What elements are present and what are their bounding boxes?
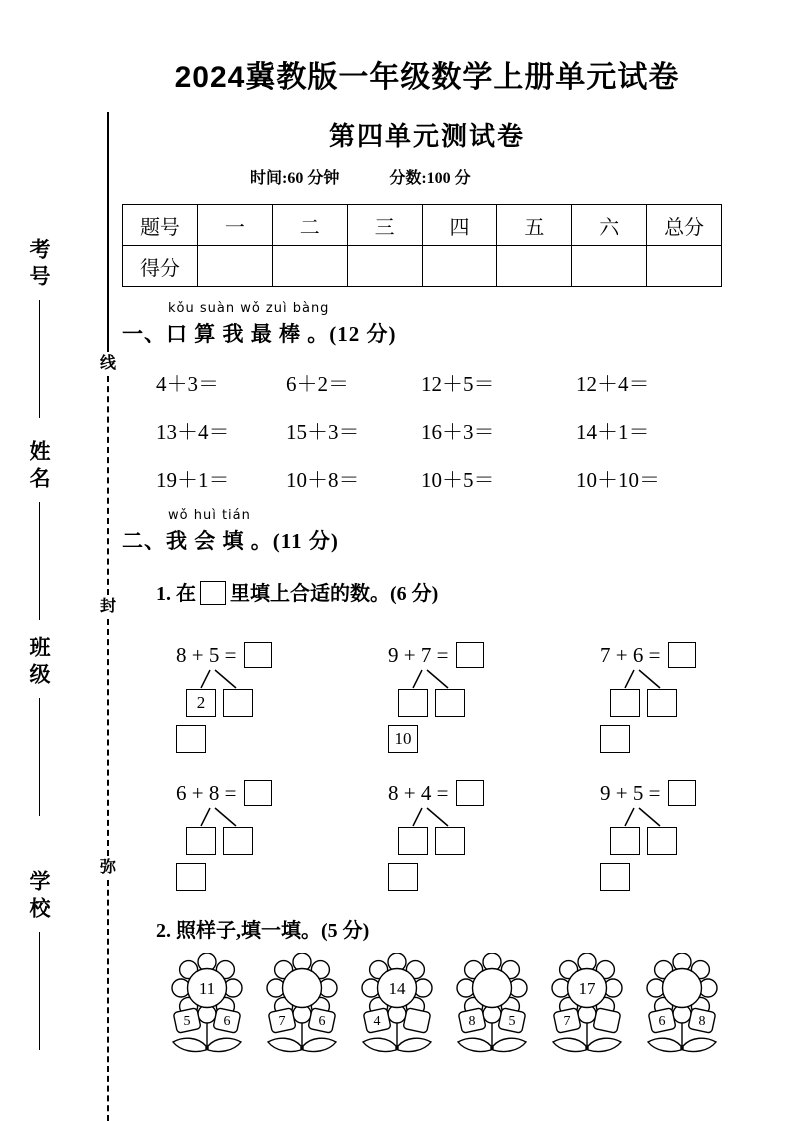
flower-leaf-right-value: 5 [508, 1014, 516, 1029]
header-cell-section-4: 四 [422, 205, 497, 246]
decomposition-problem [176, 630, 376, 754]
exam-field-school [22, 870, 56, 1050]
exam-field-label: 学校 [27, 870, 51, 924]
question-2-label: 2. 照样子,填一填。(5 分) [156, 920, 370, 942]
score-cell [347, 246, 422, 287]
flower-diagram [255, 953, 350, 1059]
answer-box [456, 642, 484, 668]
split-box-left [610, 827, 640, 855]
section-one-heading: 一、口 算 我 最 棒 。(12 分) [122, 322, 397, 346]
header-cell-section-3: 三 [347, 205, 422, 246]
flower-leaf-right-value: 8 [698, 1014, 706, 1029]
bottom-box [176, 863, 206, 891]
score-cell [272, 246, 347, 287]
seal-char: 封 [100, 598, 117, 615]
oral-problem: 10＋5＝ [421, 468, 495, 492]
branch-lines [388, 807, 468, 827]
flower-center-value: 17 [578, 979, 596, 998]
seal-line-segment [107, 112, 109, 352]
question-1-label-before: 1. 在 [156, 583, 196, 605]
score-cell [422, 246, 497, 287]
split-box-left [398, 689, 428, 717]
exam-field-exam-number [22, 238, 56, 418]
fill-in-line [39, 932, 40, 1050]
question-1-label-after: 里填上合适的数。(6 分) [230, 583, 439, 605]
score-table [122, 204, 722, 287]
flower-leaf-left-value: 4 [373, 1014, 381, 1029]
decomposition-problem [600, 630, 793, 754]
bottom-box [176, 725, 206, 753]
expression: 7 + 6 = [600, 642, 661, 667]
expression: 8 + 4 = [388, 780, 449, 805]
flower-leaf-right-value: 6 [318, 1014, 326, 1029]
question-1-label [156, 577, 732, 606]
oral-problem: 12＋4＝ [576, 372, 650, 396]
score-cell [497, 246, 572, 287]
split-box-right [435, 689, 465, 717]
header-cell-section-1: 一 [197, 205, 272, 246]
flower-leaf-left-value: 6 [658, 1014, 666, 1029]
oral-problem: 13＋4＝ [156, 420, 230, 444]
split-box-left [610, 689, 640, 717]
score-cell [572, 246, 647, 287]
expression: 6 + 8 = [176, 780, 237, 805]
branch-lines [176, 807, 256, 827]
flower-center-value: 14 [388, 979, 406, 998]
expression: 8 + 5 = [176, 642, 237, 667]
flower-diagram [445, 953, 540, 1059]
fill-in-line [39, 698, 40, 816]
fill-in-line [39, 502, 40, 620]
oral-problem: 4＋3＝ [156, 372, 219, 396]
oral-problem: 15＋3＝ [286, 420, 360, 444]
split-box-right [647, 827, 677, 855]
exam-field-label: 班级 [27, 636, 51, 690]
answer-box [244, 780, 272, 806]
answer-box [244, 642, 272, 668]
oral-problem: 19＋1＝ [156, 468, 230, 492]
split-box-right [647, 689, 677, 717]
decomposition-problem [388, 630, 588, 754]
page-title: 2024冀教版一年级数学上册单元试卷 [174, 61, 680, 94]
score-table-score-row [123, 246, 722, 287]
flower-leaf-left-value: 8 [468, 1014, 476, 1029]
branch-lines [388, 669, 468, 689]
split-box-left: 2 [186, 689, 216, 717]
oral-problem: 10＋8＝ [286, 468, 360, 492]
oral-problem: 12＋5＝ [421, 372, 495, 396]
score-row-label: 得分 [123, 246, 198, 287]
seal-line-segment [107, 619, 109, 856]
branch-lines [600, 807, 680, 827]
score-cell [197, 246, 272, 287]
flower-diagram [350, 953, 445, 1059]
branch-lines [600, 669, 680, 689]
expression: 9 + 5 = [600, 780, 661, 805]
split-box-right [435, 827, 465, 855]
section-two-heading: 二、我 会 填 。(11 分) [122, 529, 339, 553]
header-cell-section-5: 五 [497, 205, 572, 246]
pinyin-annotation: wǒ huì tián [168, 508, 251, 523]
pinyin-annotation: kǒu suàn wǒ zuì bàng [168, 301, 330, 316]
bottom-box [388, 863, 418, 891]
seal-line-segment [107, 376, 109, 595]
expression: 9 + 7 = [388, 642, 449, 667]
meta-row [250, 165, 732, 188]
split-box-left [186, 827, 216, 855]
oral-problem: 6＋2＝ [286, 372, 349, 396]
score-table-header-row [123, 205, 722, 246]
flower-leaf-left-value: 7 [563, 1014, 571, 1029]
flower-leaf-left-value: 7 [278, 1014, 286, 1029]
exam-field-class [22, 636, 56, 816]
score-label: 分数:100 分 [389, 170, 471, 187]
split-box-right [223, 689, 253, 717]
flower-leaf-left-value: 5 [183, 1014, 191, 1029]
unit-title: 第四单元测试卷 [328, 122, 525, 151]
answer-box [668, 780, 696, 806]
oral-problem: 10＋10＝ [576, 468, 660, 492]
bottom-box [600, 863, 630, 891]
seal-line [100, 112, 116, 1121]
decomposition-problem [600, 768, 793, 892]
flower-diagram [160, 953, 255, 1059]
header-cell-total: 总分 [647, 205, 722, 246]
seal-char: 线 [100, 355, 117, 372]
exam-field-label: 姓名 [27, 440, 51, 494]
score-cell [647, 246, 722, 287]
oral-problem: 16＋3＝ [421, 420, 495, 444]
time-label: 时间:60 分钟 [250, 170, 340, 187]
seal-char: 弥 [100, 859, 117, 876]
bottom-box: 10 [388, 725, 418, 753]
answer-box [668, 642, 696, 668]
answer-box [456, 780, 484, 806]
decomposition-grid [122, 630, 732, 892]
oral-problems-grid [156, 368, 732, 494]
branch-lines [176, 669, 256, 689]
exam-field-name [22, 440, 56, 620]
decomposition-problem [176, 768, 376, 892]
flower-leaf-right-value: 6 [223, 1014, 231, 1029]
decomposition-problem [388, 768, 588, 892]
split-box-left [398, 827, 428, 855]
oral-problem: 14＋1＝ [576, 420, 650, 444]
header-cell-question-number: 题号 [123, 205, 198, 246]
fill-in-line [39, 300, 40, 418]
header-cell-section-2: 二 [272, 205, 347, 246]
header-cell-section-6: 六 [572, 205, 647, 246]
seal-line-segment [107, 880, 109, 1121]
flower-diagrams-row [122, 953, 732, 1059]
bottom-box [600, 725, 630, 753]
blank-box-glyph [200, 581, 226, 605]
flower-diagram [635, 953, 730, 1059]
flower-center-value: 11 [198, 979, 216, 998]
exam-field-label: 考号 [27, 238, 51, 292]
main-content [122, 0, 732, 1059]
split-box-right [223, 827, 253, 855]
flower-diagram [540, 953, 635, 1059]
